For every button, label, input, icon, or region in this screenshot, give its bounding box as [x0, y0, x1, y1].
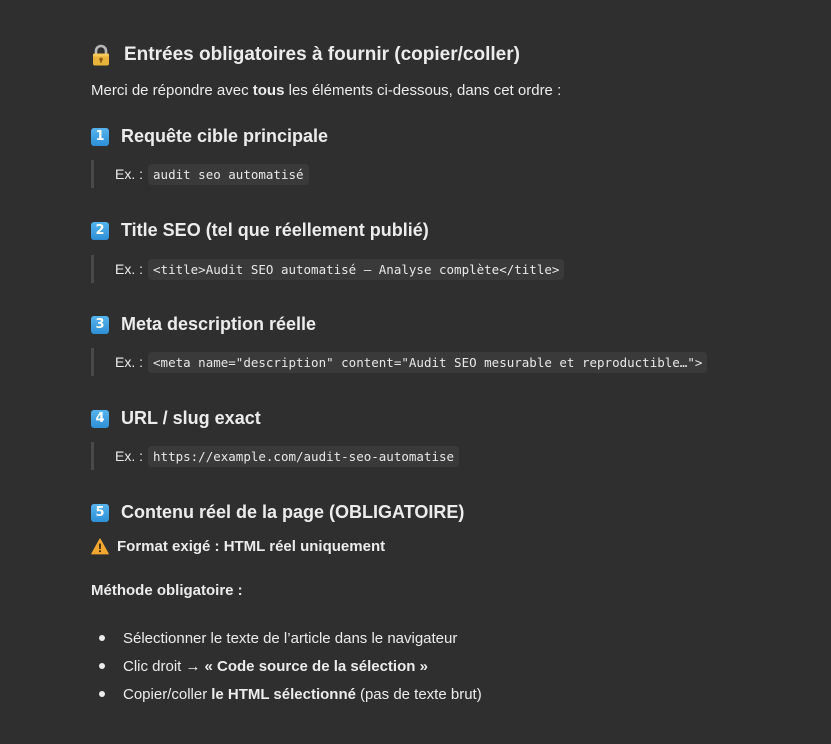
section-heading-5 — [91, 502, 464, 523]
section-heading-2 — [91, 220, 429, 241]
intro-text: Merci de répondre avec — [91, 82, 249, 99]
list-item — [91, 680, 482, 708]
step-text: Clic droit → — [123, 657, 201, 675]
step-bold: le HTML sélectionné — [211, 685, 356, 703]
keycap-4-icon: 4 — [91, 410, 109, 428]
keycap-2-icon: 2 — [91, 222, 109, 240]
intro-bold: tous — [252, 82, 285, 99]
step-text-end: (pas de texte brut) — [359, 685, 482, 703]
section-heading-4 — [91, 408, 261, 429]
example-blockquote — [91, 255, 564, 283]
inline-code: https://example.com/audit-seo-automatise — [148, 446, 459, 467]
example-label: Ex. : — [115, 354, 144, 370]
section-title: Title SEO (tel que réellement publié) — [121, 220, 429, 240]
main-heading-text: Entrées obligatoires à fournir (copier/coller) — [124, 44, 520, 65]
example-blockquote — [91, 160, 309, 188]
steps-list — [91, 624, 482, 708]
list-item — [91, 652, 482, 680]
section-heading-main — [91, 44, 520, 66]
keycap-3-icon: 3 — [91, 316, 109, 334]
example-blockquote — [91, 348, 707, 376]
warning-icon — [91, 538, 109, 555]
section-title: Requête cible principale — [121, 126, 329, 146]
section-title: URL / slug exact — [121, 408, 261, 428]
keycap-1-icon: 1 — [91, 128, 109, 146]
example-label: Ex. : — [115, 166, 144, 182]
keycap-5-icon: 5 — [91, 504, 109, 522]
warning-line — [91, 538, 385, 555]
section-heading-1 — [91, 126, 328, 147]
example-blockquote — [91, 442, 459, 470]
warning-text: Format exigé : HTML réel uniquement — [117, 538, 386, 555]
inline-code: <meta name="description" content="Audit SEO mesurable et reproductible…"> — [148, 352, 707, 373]
section-title: Contenu réel de la page (OBLIGATOIRE) — [121, 502, 465, 522]
list-item — [91, 624, 482, 652]
intro-paragraph — [91, 82, 561, 99]
intro-text-end: les éléments ci-dessous, dans cet ordre : — [288, 82, 562, 99]
section-heading-3 — [91, 314, 316, 335]
method-label: Méthode obligatoire : — [91, 582, 243, 599]
inline-code: audit seo automatisé — [148, 164, 309, 185]
step-text: Sélectionner le texte de l’article dans le navigateur — [123, 629, 458, 647]
inline-code: <title>Audit SEO automatisé – Analyse complète</title> — [148, 259, 564, 280]
lock-icon — [91, 44, 111, 66]
example-label: Ex. : — [115, 261, 144, 277]
step-bold: « Code source de la sélection » — [204, 657, 428, 675]
step-text: Copier/coller — [123, 685, 208, 703]
example-label: Ex. : — [115, 448, 144, 464]
section-title: Meta description réelle — [121, 314, 317, 334]
